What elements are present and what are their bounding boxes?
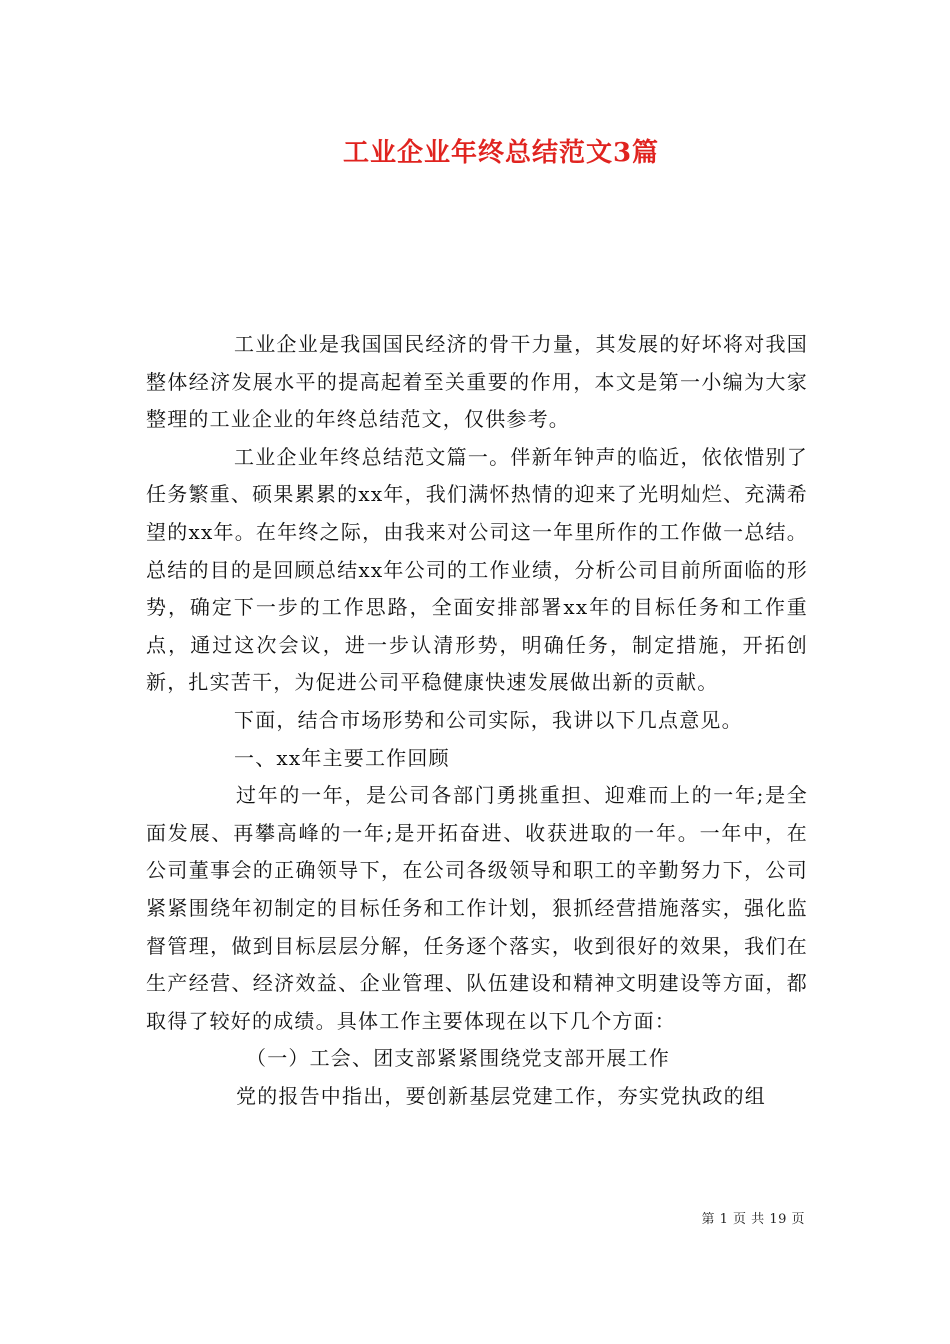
page-number: 第 1 页 共 19 页 [701,1212,805,1227]
paragraph-opinions: 下面，结合市场形势和公司实际，我讲以下几点意见。 [234,707,743,732]
document-title: 工业企业年终总结范文3篇 [342,138,660,168]
paragraph-party-report: 党的报告中指出，要创新基层党建工作，夯实党执政的组 [236,1083,766,1108]
document-body [146,326,808,1115]
paragraph-summary-one: 工业企业年终总结范文篇一。伴新年钟声的临近，依依惜别了任务繁重、硕果累累的xx年，我们满怀热情的迎来了光明灿烂、充满希望的xx年。在年终之际，由我来对公司这一年里所作的工作做一总结。总结的目的是回顾总结xx年公司的工作业绩，分析公司目前所面临的形势，确定下一步的工作思路，全面安排部署xx年的目标任务和工作重点，通过这次会议，进一步认清形势，明确任务，制定措施，开拓创新，扎实苦干，为促进公司平稳健康快速发展做出新的贡献。 [146,444,808,695]
subsection-heading-union: （一）工会、团支部紧紧围绕党支部开展工作 [246,1046,670,1071]
paragraph-review: 过年的一年，是公司各部门勇挑重担、迎难而上的一年;是全面发展、再攀高峰的一年;是开拓奋进、收获进取的一年。一年中，在公司董事会的正确领导下，在公司各级领导和职工的辛勤努力下，公司紧紧围绕年初制定的目标任务和工作计划，狠抓经营措施落实，强化监督管理，做到目标层层分解，任务逐个落实，收到很好的效果，我们在生产经营、经济效益、企业管理、队伍建设和精神文明建设等方面，都取得了较好的成绩。具体工作主要体现在以下几个方面： [146,783,808,1033]
section-heading-review: 一、xx年主要工作回顾 [234,745,450,770]
paragraph-intro: 工业企业是我国国民经济的骨干力量，其发展的好坏将对我国整体经济发展水平的提高起着至关重要的作用，本文是第一小编为大家整理的工业企业的年终总结范文，仅供参考。 [146,332,808,432]
